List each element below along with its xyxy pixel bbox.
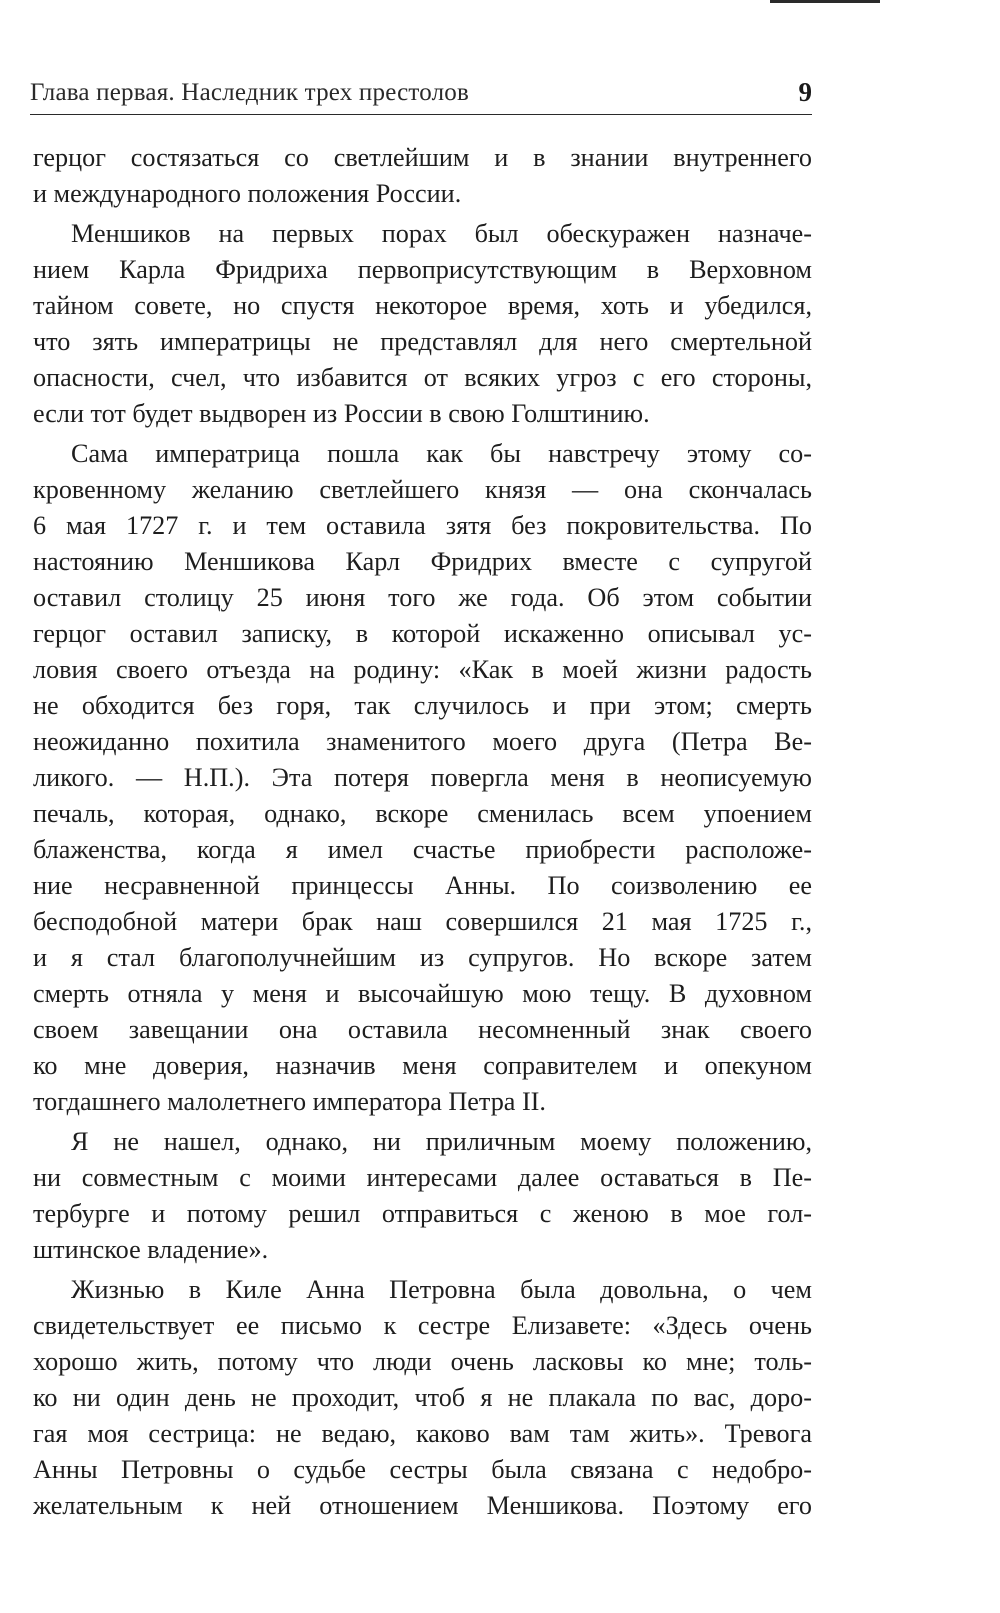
paragraph [33, 436, 812, 1120]
text-line: Я не нашел, однако, ни приличным моему положению, [71, 1127, 812, 1156]
text-line: ни совместным с моими интересами далее оставаться в Пе- [33, 1163, 812, 1192]
text-line: герцог оставил записку, в которой искаженно описывал ус- [33, 619, 812, 648]
text-line: неожиданно похитила знаменитого моего друга (Петра Ве- [33, 727, 812, 756]
text-line: ликого. — Н.П.). Эта потеря повергла меня в неописуемую [33, 763, 812, 792]
text-line: Жизнью в Киле Анна Петровна была довольна, о чем [71, 1275, 812, 1304]
text-line: печаль, которая, однако, вскоре сменилась всем упоением [33, 799, 812, 828]
text-line: смерть отняла у меня и высочайшую мою тещу. В духовном [33, 979, 812, 1008]
page-number: 9 [798, 77, 812, 107]
text-line: кровенному желанию светлейшего князя — она скончалась [33, 475, 812, 504]
text-line: желательным к ней отношением Меншикова. Поэтому его [33, 1491, 812, 1520]
text-line: ко ни один день не проходит, чтоб я не плакала по вас, доро- [33, 1383, 812, 1412]
paragraph [33, 216, 812, 432]
text-line: оставил столицу 25 июня того же года. Об этом событии [33, 583, 812, 612]
paragraph [33, 140, 812, 212]
text-line: тайном совете, но спустя некоторое время, хоть и убедился, [33, 291, 812, 320]
text-line: Анны Петровны о судьбе сестры была связана с недобро- [33, 1455, 812, 1484]
text-line: если тот будет выдворен из России в свою Голштинию. [33, 399, 650, 428]
text-line: герцог состязаться со светлейшим и в знании внутреннего [33, 143, 812, 172]
text-line: гая моя сестрица: не ведаю, каково вам там жить». Тревога [33, 1419, 812, 1448]
text-line: штинское владение». [33, 1235, 269, 1264]
page-edge-mark [770, 0, 880, 3]
text-line: ловия своего отъезда на родину: «Как в моей жизни радость [33, 655, 812, 684]
paragraph [33, 1272, 812, 1524]
text-line: не обходится без горя, так случилось и при этом; смерть [33, 691, 812, 720]
text-line: и международного положения России. [33, 179, 462, 208]
text-line: настоянию Меншикова Карл Фридрих вместе с супругой [33, 547, 812, 576]
text-line: опасности, счел, что избавится от всяких угроз с его стороны, [33, 363, 812, 392]
running-header [30, 76, 812, 115]
text-line: нием Карла Фридриха первоприсутствующим в Верховном [33, 255, 812, 284]
text-line: ко мне доверия, назначив меня соправителем и опекуном [33, 1051, 812, 1080]
text-line: Сама императрица пошла как бы навстречу этому со- [71, 439, 812, 468]
running-title: Глава первая. Наследник трех престолов [30, 79, 469, 106]
text-line: блаженства, когда я имел счастье приобрести расположе- [33, 835, 812, 864]
text-line: своем завещании она оставила несомненный знак своего [33, 1015, 812, 1044]
text-line: что зять императрицы не представлял для него смертельной [33, 327, 812, 356]
text-line: Меншиков на первых порах был обескуражен назначе- [71, 219, 812, 248]
text-line: бесподобной матери брак наш совершился 21 мая 1725 г., [33, 907, 812, 936]
body-text [33, 140, 812, 1524]
text-line: хорошо жить, потому что люди очень ласковы ко мне; толь- [33, 1347, 812, 1376]
paragraph [33, 1124, 812, 1268]
text-line: тербурге и потому решил отправиться с женою в мое гол- [33, 1199, 812, 1228]
text-line: тогдашнего малолетнего императора Петра II. [33, 1087, 546, 1116]
text-line: свидетельствует ее письмо к сестре Елизавете: «Здесь очень [33, 1311, 812, 1340]
text-line: 6 мая 1727 г. и тем оставила зятя без покровительства. По [33, 511, 812, 540]
text-line: ние несравненной принцессы Анны. По соизволению ее [33, 871, 812, 900]
text-line: и я стал благополучнейшим из супругов. Но вскоре затем [33, 943, 812, 972]
